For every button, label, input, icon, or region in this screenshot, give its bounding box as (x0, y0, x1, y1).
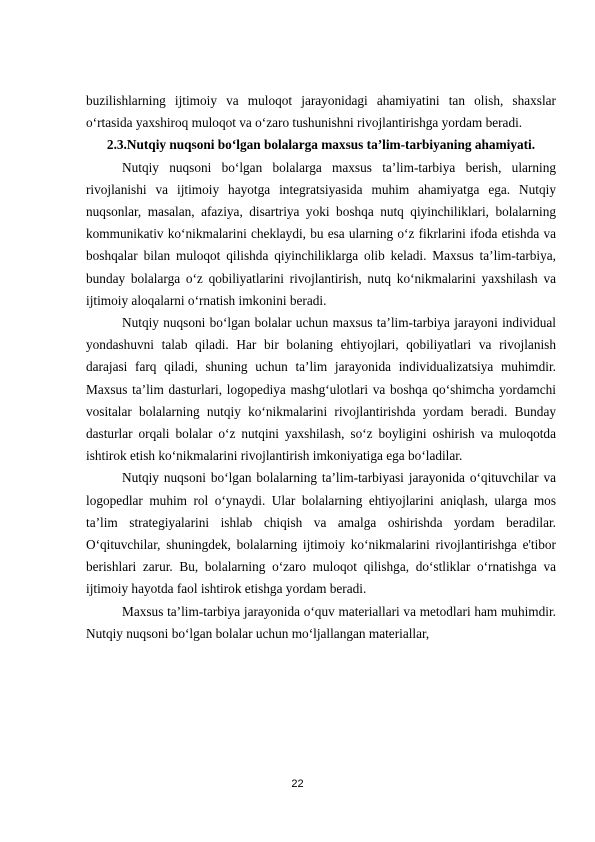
body-paragraph-1: Nutqiy nuqsoni bo‘lgan bolalarga maxsus ta’lim-tarbiya berish, ularning rivojlanishi va ijtimoiy hayotga integratsiyasida muhim ahamiyatga ega. Nutqiy nuqsonlar, masalan, afaziya, disartriya yoki boshqa nutq qiyinchiliklari, bolalarning kommunikativ ko‘nikmalarini cheklaydi, bu esa ularning o‘z fikrlarini ifoda etishda va boshqalar bilan muloqot qilishda qiyinchiliklarga olib keladi. Maxsus ta’lim-tarbiya, bunday bolalarga o‘z qobiliyatlarini rivojlantirish, nutq ko‘nikmalarini yaxshilash va ijtimoiy aloqalarni o‘rnatish imkonini beradi. (86, 159, 556, 308)
body-paragraph-2: Nutqiy nuqsoni bo‘lgan bolalar uchun maxsus ta’lim-tarbiya jarayoni individual yondashuvni talab qiladi. Har bir bolaning ehtiyojlari, qobiliyatlari va rivojlanish darajasi farq qiladi, shuning uchun ta’lim jarayonida individualizatsiya muhimdir. Maxsus ta’lim dasturlari, logopediya mashg‘ulotlari va boshqa qo‘shimcha yordamchi vositalar bolalarning nutqiy ko‘nikmalarini rivojlantirishda yordam beradi. Bunday dasturlar orqali bolalar o‘z nutqini yaxshilash, so‘z boyligini oshirish va muloqotda ishtirok etish ko‘nikmalarini rivojlantirish imkoniyatiga ega bo‘ladilar. (86, 315, 556, 464)
intro-paragraph: buzilishlarning ijtimoiy va muloqot jarayonidagi ahamiyatini tan olish, shaxslar o‘rtasida yaxshiroq muloqot va o‘zaro tushunishni rivojlantirishga yordam beradi. (86, 93, 556, 131)
page-body (86, 90, 556, 645)
page-number: 22 (291, 778, 304, 790)
section-heading: 2.3.Nutqiy nuqsoni bo‘lgan bolalarga maxsus ta’lim-tarbiyaning ahamiyati. (106, 137, 536, 153)
body-paragraph-3: Nutqiy nuqsoni bo‘lgan bolalarning ta’lim-tarbiyasi jarayonida o‘qituvchilar va logopedlar muhim rol o‘ynaydi. Ular bolalarning ehtiyojlarini aniqlash, ularga mos ta’lim strategiyalarini ishlab chiqish va amalga oshirishda yordam beradilar. O‘qituvchilar, shuningdek, bolalarning ijtimoiy ko‘nikmalarini rivojlantirishga e'tibor berishlari zarur. Bu, bolalarning o‘zaro muloqot qilishga, do‘stliklar o‘rnatishga va ijtimoiy hayotda faol ishtirok etishga yordam beradi. (86, 470, 556, 597)
body-paragraph-4: Maxsus ta’lim-tarbiya jarayonida o‘quv materiallari va metodlari ham muhimdir. Nutqiy nuqsoni bo‘lgan bolalar uchun mo‘ljallangan materiallar, (86, 603, 556, 641)
